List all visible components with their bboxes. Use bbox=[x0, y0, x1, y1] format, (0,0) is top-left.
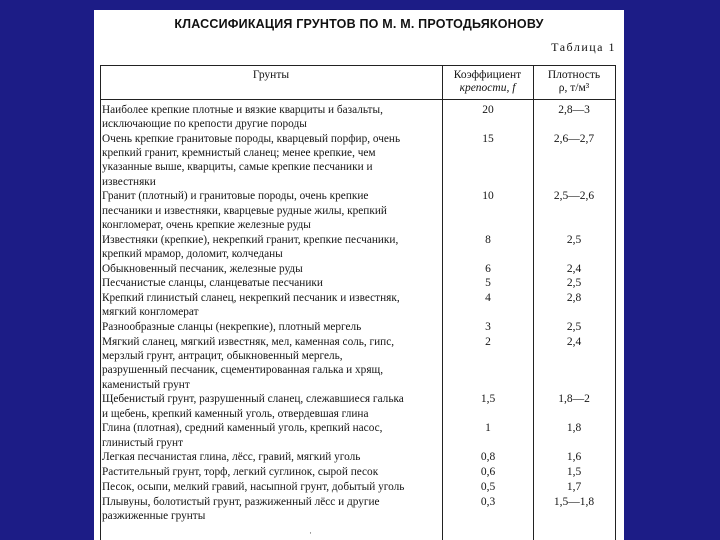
soil-description bbox=[102, 262, 303, 276]
soil-description-line: Легкая песчанистая глина, лёсс, гравий, мягкий уголь bbox=[102, 451, 361, 464]
soil-description-line: песчаники и известняки, кварцевые рудные жилы, крепкий bbox=[102, 204, 387, 217]
soil-description-line: мягкий конгломерат bbox=[102, 306, 199, 319]
soil-description-line: Крепкий глинистый сланец, некрепкий песчаник и известняк, bbox=[102, 292, 400, 305]
density-value: 1,7 bbox=[566, 481, 582, 493]
soil-description-line: Гранит (плотный) и гранитовые породы, очень крепкие bbox=[102, 190, 369, 203]
soil-description-line: Песок, осыпи, мелкий гравий, насыпной грунт, добытый уголь bbox=[102, 481, 405, 493]
soil-description bbox=[102, 132, 400, 189]
soil-description-line: Щебенистый грунт, разрушенный сланец, слежавшиеся галька bbox=[102, 393, 404, 406]
soil-description-line: каменистый грунт bbox=[102, 378, 190, 391]
header-soil: Грунты bbox=[252, 69, 290, 81]
soil-description bbox=[102, 450, 360, 464]
scanned-page bbox=[94, 10, 624, 540]
soil-description bbox=[102, 189, 387, 232]
soil-description-line: Известняки (крепкие), некрепкий гранит, крепкие песчаники, bbox=[102, 233, 399, 246]
soil-description-line: Песчанистые сланцы, сланцеватые песчаники bbox=[102, 277, 323, 290]
density-value: 2,5 bbox=[566, 321, 582, 334]
density-value: 2,5 bbox=[566, 277, 582, 290]
header-density bbox=[533, 69, 615, 95]
header-coef-line2: крепости, f bbox=[459, 82, 516, 94]
header-density-line1: Плотность bbox=[547, 69, 601, 81]
soil-description-line: Обыкновенный песчаник, железные руды bbox=[102, 262, 303, 275]
strength-coefficient: 20 bbox=[482, 104, 494, 116]
density-value: 2,5—2,6 bbox=[553, 190, 595, 203]
strength-coefficient: 6 bbox=[485, 262, 491, 275]
density-value: 1,5 bbox=[566, 466, 582, 479]
density-value: 1,8—2 bbox=[558, 393, 590, 406]
soil-description-line: разрушенный песчаник, сцементированная галька и хрящ, bbox=[102, 364, 384, 377]
strength-coefficient: 0,5 bbox=[480, 481, 496, 493]
density-value: 2,8 bbox=[566, 292, 582, 305]
soil-description bbox=[102, 495, 380, 523]
strength-coefficient: 1,5 bbox=[480, 393, 496, 406]
soil-description bbox=[102, 103, 383, 131]
soil-description-line: и щебень, крепкий каменный уголь, отвердевшая глина bbox=[102, 407, 369, 420]
strength-coefficient: 0,6 bbox=[480, 466, 496, 479]
scan-mark: · bbox=[309, 528, 312, 538]
strength-coefficient: 15 bbox=[482, 133, 494, 145]
strength-coefficient: 0,3 bbox=[480, 495, 496, 508]
density-value: 1,5—1,8 bbox=[553, 495, 595, 508]
soil-description-line: исключающие по крепости другие породы bbox=[102, 118, 307, 131]
density-value: 2,8—3 bbox=[558, 104, 590, 116]
soil-description bbox=[102, 465, 378, 479]
header-coef bbox=[442, 69, 533, 95]
soil-description-line: мерзлый грунт, антрацит, обыкновенный мергель, bbox=[102, 350, 343, 363]
strength-coefficient: 3 bbox=[485, 321, 491, 334]
soil-description bbox=[102, 421, 382, 449]
density-value: 2,5 bbox=[566, 233, 582, 246]
soil-description-line: разжиженные грунты bbox=[102, 510, 206, 522]
soil-description-line: Растительный грунт, торф, легкий суглинок, сырой песок bbox=[102, 466, 379, 479]
density-value: 2,4 bbox=[566, 336, 582, 348]
soil-description bbox=[102, 276, 323, 290]
strength-coefficient: 8 bbox=[485, 233, 491, 246]
soil-description bbox=[102, 320, 361, 334]
density-value: 2,6—2,7 bbox=[553, 133, 595, 145]
header-coef-line1: Коэффициент bbox=[453, 69, 522, 81]
soil-description bbox=[102, 335, 394, 392]
soil-description-line: крепкий мрамор, доломит, колчеданы bbox=[102, 247, 283, 260]
soil-description-line: Очень крепкие гранитовые породы, кварцевый порфир, очень bbox=[102, 133, 401, 145]
soil-description-line: Мягкий сланец, мягкий известняк, мел, каменная соль, гипс, bbox=[102, 336, 395, 348]
soil-description-line: конгломерат, очень крепкие железные руды bbox=[102, 218, 311, 231]
header-divider bbox=[100, 99, 616, 100]
strength-coefficient: 1 bbox=[485, 422, 491, 435]
strength-coefficient: 0,8 bbox=[480, 451, 496, 464]
soil-description-line: Разнообразные сланцы (некрепкие), плотный мергель bbox=[102, 321, 362, 334]
soil-description-line: Плывуны, болотистый грунт, разжиженный лёсс и другие bbox=[102, 495, 380, 508]
density-value: 2,4 bbox=[566, 262, 582, 275]
strength-coefficient: 2 bbox=[485, 336, 491, 348]
density-value: 1,6 bbox=[566, 451, 582, 464]
column-divider-coef bbox=[442, 66, 443, 540]
table-left-border bbox=[100, 66, 101, 540]
soil-classification-table bbox=[100, 65, 616, 540]
soil-description bbox=[102, 480, 404, 494]
soil-description bbox=[102, 291, 400, 319]
table-title: КЛАССИФИКАЦИЯ ГРУНТОВ ПО М. М. ПРОТОДЬЯКОНОВУ bbox=[174, 17, 544, 31]
soil-description-line: крепкий гранит, кремнистый сланец; менее крепкие, чем bbox=[102, 147, 376, 160]
density-value: 1,8 bbox=[566, 422, 582, 435]
soil-description-line: указанные выше, кварциты, самые крепкие песчаники и bbox=[102, 161, 373, 174]
strength-coefficient: 10 bbox=[482, 190, 494, 203]
soil-description-line: известняки bbox=[102, 175, 156, 188]
soil-description bbox=[102, 233, 398, 261]
soil-description-line: Наиболее крепкие плотные и вязкие кварциты и базальты, bbox=[102, 104, 383, 116]
soil-description bbox=[102, 392, 404, 420]
table-number-label: Таблица 1 bbox=[551, 40, 616, 54]
header-density-line2: ρ, т/м³ bbox=[558, 82, 590, 94]
soil-description-line: Глина (плотная), средний каменный уголь, крепкий насос, bbox=[102, 422, 383, 435]
soil-description-line: глинистый грунт bbox=[102, 436, 184, 449]
strength-coefficient: 4 bbox=[485, 292, 491, 305]
strength-coefficient: 5 bbox=[485, 277, 491, 290]
table-right-border bbox=[615, 66, 616, 540]
